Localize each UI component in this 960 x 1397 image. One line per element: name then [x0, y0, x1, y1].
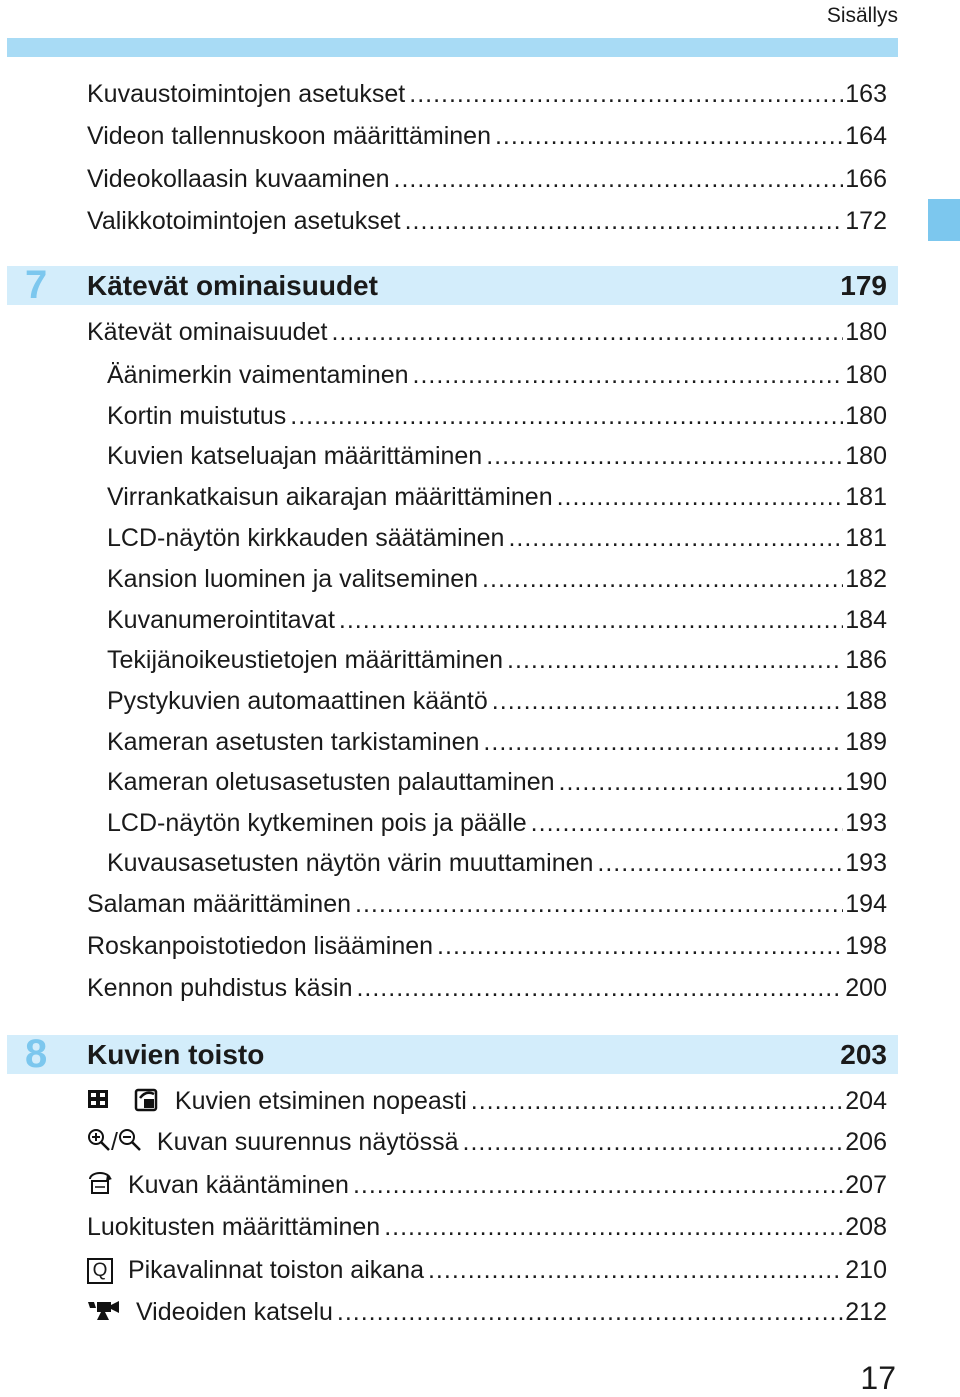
toc-entry-page: 212 — [845, 1298, 887, 1327]
toc-entry-label: LCD-näytön kirkkauden säätäminen — [107, 524, 505, 552]
toc-entry-label: Pystykuvien automaattinen kääntö — [107, 687, 488, 715]
toc-entry-page: 181 — [845, 524, 887, 552]
chapter-side-tab — [928, 199, 960, 241]
toc-entry[interactable] — [87, 1213, 887, 1245]
toc-entry-page: 200 — [845, 974, 887, 1002]
toc-entry-label: Kuvanumerointitavat — [107, 606, 335, 634]
toc-entry-label: Kameran oletusasetusten palauttaminen — [107, 768, 555, 796]
toc-entry-page: 186 — [845, 646, 887, 674]
toc-entry[interactable] — [87, 1171, 887, 1203]
toc-subentry[interactable] — [107, 483, 887, 515]
toc-entry-page: 189 — [845, 728, 887, 756]
toc-entry[interactable] — [87, 1298, 887, 1330]
toc-entry-page: 181 — [845, 483, 887, 511]
toc-subentry[interactable] — [107, 809, 887, 841]
toc-entry-label: Kuvien etsiminen nopeasti — [174, 1087, 467, 1116]
chapter-heading-8[interactable] — [7, 1032, 898, 1076]
toc-entry-label: Videoiden katselu — [135, 1298, 333, 1327]
rotate-image-icon — [87, 1171, 113, 1202]
toc-entry-label: LCD-näytön kytkeminen pois ja päälle — [107, 809, 527, 837]
magnify-separator: / — [111, 1128, 118, 1157]
toc-entry-page: 193 — [845, 809, 887, 837]
toc-entry-page: 164 — [845, 122, 887, 150]
toc-entry-label: Valikkotoimintojen asetukset — [87, 207, 401, 235]
toc-entry[interactable] — [87, 1128, 887, 1160]
reduce-icon — [118, 1128, 142, 1159]
toc-entry-label: Kennon puhdistus käsin — [87, 974, 353, 1002]
toc-entry-page: 180 — [845, 402, 887, 430]
toc-entry-page: 193 — [845, 849, 887, 877]
toc-entry[interactable] — [87, 890, 887, 922]
toc-entry-page: 190 — [845, 768, 887, 796]
toc-entry[interactable] — [87, 80, 887, 112]
toc-entry-page: 182 — [845, 565, 887, 593]
toc-subentry[interactable] — [107, 361, 887, 393]
toc-entry-page: 172 — [845, 207, 887, 235]
toc-subentry[interactable] — [107, 646, 887, 678]
toc-entry-page: 166 — [845, 165, 887, 193]
toc-entry-page: 188 — [845, 687, 887, 715]
toc-subentry[interactable] — [107, 524, 887, 556]
toc-entry-label: Virrankatkaisun aikarajan määrittäminen — [107, 483, 553, 511]
toc-entry-page: 163 — [845, 80, 887, 108]
toc-entry-page: 208 — [845, 1213, 887, 1241]
toc-entry[interactable] — [87, 932, 887, 964]
header-title: Sisällys — [826, 4, 898, 27]
movie-camera-icon — [87, 1298, 121, 1329]
toc-entry-page: 207 — [845, 1171, 887, 1200]
toc-entry-label: Kuvan kääntäminen — [127, 1171, 349, 1200]
toc-entry-page: 204 — [845, 1087, 887, 1116]
toc-entry-page: 198 — [845, 932, 887, 960]
chapter-number: 8 — [25, 1032, 48, 1076]
toc-entry[interactable] — [87, 974, 887, 1006]
toc-entry-page: 206 — [845, 1128, 887, 1157]
toc-entry-label: Äänimerkin vaimentaminen — [107, 361, 409, 389]
magnify-icon — [87, 1128, 111, 1159]
header-bar — [7, 38, 898, 57]
toc-entry[interactable] — [87, 318, 887, 350]
toc-entry[interactable] — [87, 122, 887, 154]
page-number: 17 — [860, 1360, 896, 1396]
toc-entry-label: Kätevät ominaisuudet — [87, 318, 328, 346]
toc-entry-label: Kuvien katseluajan määrittäminen — [107, 442, 483, 470]
chapter-title: Kätevät ominaisuudet — [87, 270, 378, 301]
toc-subentry[interactable] — [107, 402, 887, 434]
toc-entry-label: Salaman määrittäminen — [87, 890, 352, 918]
toc-entry[interactable] — [87, 1086, 887, 1118]
toc-entry-label: Kuvaustoimintojen asetukset — [87, 80, 406, 108]
toc-entry-label: Roskanpoistotiedon lisääminen — [87, 932, 434, 960]
toc-entry-label: Kansion luominen ja valitseminen — [107, 565, 479, 593]
quick-control-icon: Q — [87, 1258, 113, 1284]
toc-entry-label: Kameran asetusten tarkistaminen — [107, 728, 480, 756]
toc-subentry[interactable] — [107, 606, 887, 638]
chapter-number: 7 — [25, 263, 48, 307]
toc-entry-label: Kuvan suurennus näytössä — [156, 1128, 459, 1157]
toc-subentry[interactable] — [107, 849, 887, 881]
toc-entry[interactable] — [87, 1256, 887, 1288]
toc-entry-label: Kuvausasetusten näytön värin muuttaminen — [107, 849, 594, 877]
toc-entry-page: 184 — [845, 606, 887, 634]
chapter-heading-7[interactable] — [7, 263, 898, 307]
toc-entry[interactable] — [87, 207, 887, 239]
toc-entry-label: Videokollaasin kuvaaminen — [87, 165, 390, 193]
toc-entry-page: 180 — [845, 318, 887, 346]
toc-subentry[interactable] — [107, 565, 887, 597]
chapter-page: 179 — [840, 270, 887, 301]
toc-entry-page: 194 — [845, 890, 887, 918]
toc-entry-page: 210 — [845, 1256, 887, 1284]
toc-subentry[interactable] — [107, 442, 887, 474]
toc-entry-page: 180 — [845, 442, 887, 470]
toc-entry-label: Luokitusten määrittäminen — [87, 1213, 381, 1241]
toc-entry[interactable] — [87, 165, 887, 197]
jump-dial-icon — [134, 1086, 160, 1119]
toc-entry-label: Pikavalinnat toiston aikana — [127, 1256, 424, 1284]
toc-entry-page: 180 — [845, 361, 887, 389]
toc-entry-label: Kortin muistutus — [107, 402, 287, 430]
chapter-title: Kuvien toisto — [87, 1039, 265, 1070]
toc-subentry[interactable] — [107, 687, 887, 719]
index-jump-icon — [87, 1088, 119, 1117]
toc-subentry[interactable] — [107, 768, 887, 800]
toc-entry-label: Videon tallennuskoon määrittäminen — [87, 122, 491, 150]
toc-subentry[interactable] — [107, 728, 887, 760]
toc-entry-label: Tekijänoikeustietojen määrittäminen — [107, 646, 504, 674]
chapter-page: 203 — [840, 1039, 887, 1070]
